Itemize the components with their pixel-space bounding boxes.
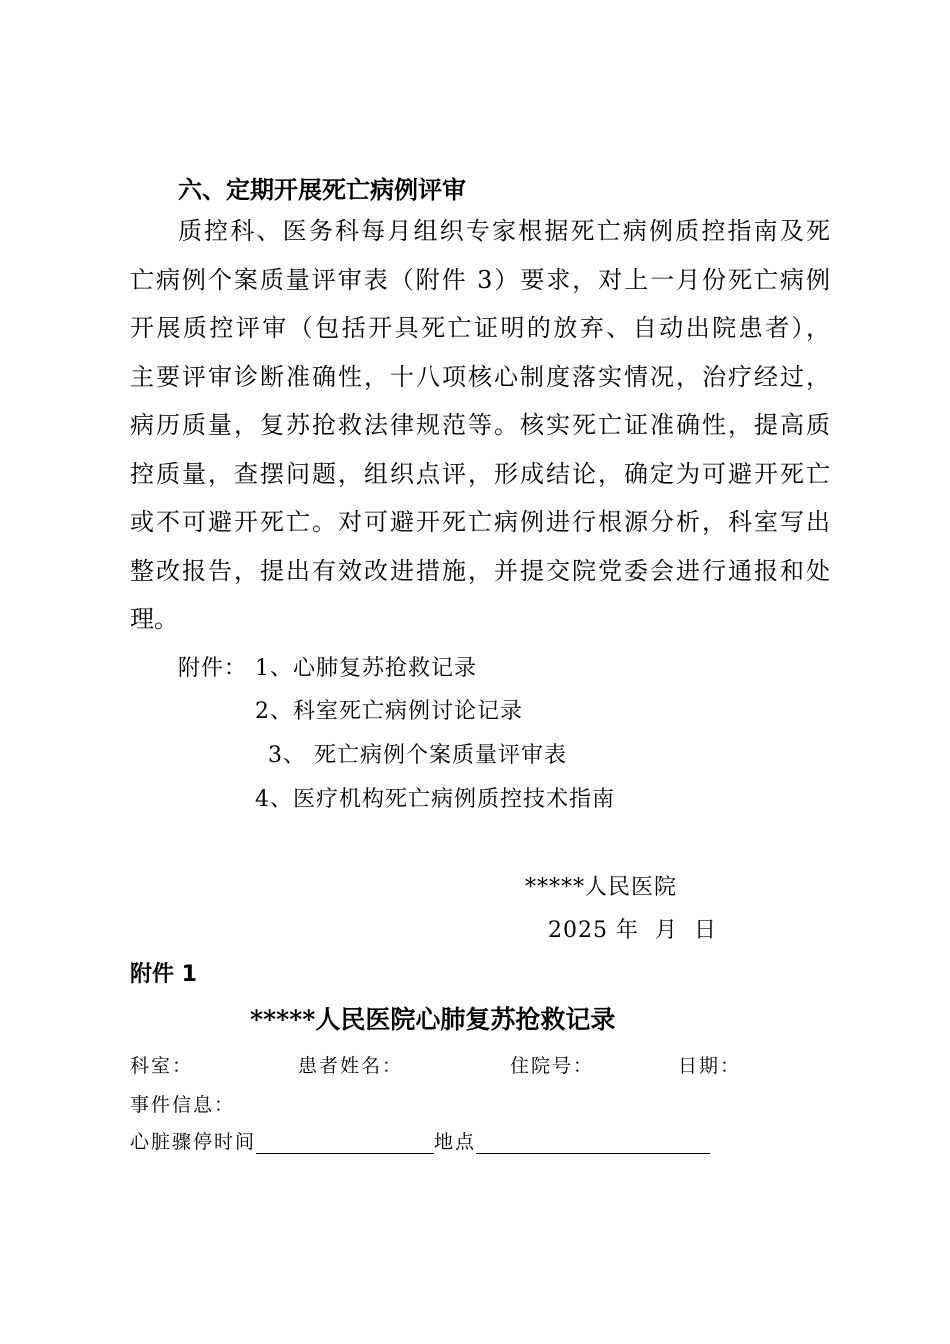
signature-date: 2025 年 月 日 xyxy=(548,918,717,943)
attachments-label: 附件： xyxy=(178,656,248,681)
attachment-item: 4、医疗机构死亡病例质控技术指南 xyxy=(255,787,615,812)
arrest-time-label: 心脏骤停时间 xyxy=(130,1131,257,1153)
appendix-label: 附件 1 xyxy=(130,962,197,987)
section-heading: 六、定期开展死亡病例评审 xyxy=(178,176,466,204)
location-input[interactable] xyxy=(476,1133,710,1154)
paragraph-line: 整改报告，提出有效改进措施，并提交院党委会进行通报和处 xyxy=(130,556,830,585)
section-paragraph xyxy=(130,207,830,644)
attachment-item: 1、心肺复苏抢救记录 xyxy=(255,656,477,681)
form-title: *****人民医院心肺复苏抢救记录 xyxy=(250,1005,616,1034)
patient-name-field-label: 患者姓名： xyxy=(298,1055,404,1077)
paragraph-line: 质控科、医务科每月组织专家根据死亡病例质控指南及死 xyxy=(178,217,830,245)
arrest-time-row xyxy=(130,1127,710,1154)
dept-field-label: 科室： xyxy=(130,1055,194,1077)
paragraph-line: 病历质量，复苏抢救法律规范等。核实死亡证准确性，提高质 xyxy=(130,411,830,439)
paragraph-line: 理。 xyxy=(130,605,178,633)
arrest-time-input[interactable] xyxy=(256,1133,434,1154)
paragraph-line: 开展质控评审（包括开具死亡证明的放弃、自动出院患者）， xyxy=(130,314,830,342)
location-label: 地点 xyxy=(434,1131,477,1153)
attachment-item: 3、 死亡病例个案质量评审表 xyxy=(268,743,567,768)
date-field-label: 日期： xyxy=(678,1055,742,1077)
paragraph-line: 或不可避开死亡。对可避开死亡病例进行根源分析，科室写出 xyxy=(130,508,830,536)
event-info-label: 事件信息： xyxy=(130,1094,236,1116)
signature-org: *****人民医院 xyxy=(525,875,678,900)
paragraph-line: 亡病例个案质量评审表（附件 3）要求，对上一月份死亡病例 xyxy=(130,265,830,294)
admission-no-field-label: 住院号： xyxy=(510,1055,595,1077)
paragraph-line: 主要评审诊断准确性，十八项核心制度落实情况，治疗经过， xyxy=(130,362,830,391)
paragraph-line: 控质量，查摆问题，组织点评，形成结论，确定为可避开死亡 xyxy=(130,459,830,488)
attachment-item: 2、科室死亡病例讨论记录 xyxy=(255,699,523,724)
